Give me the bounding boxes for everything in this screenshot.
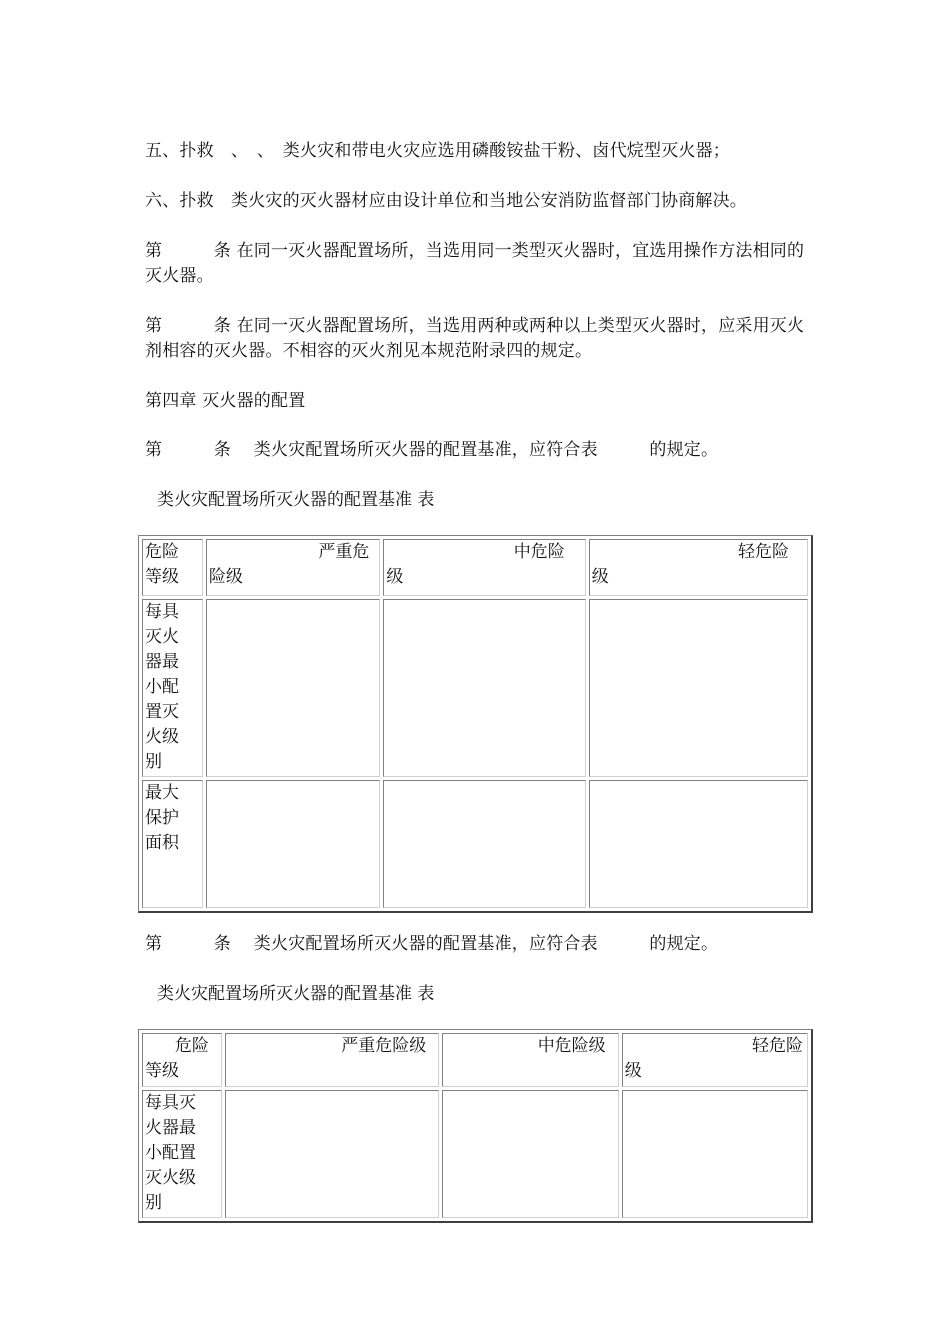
table-caption-1: 类火灾配置场所灭火器的配置基准 表: [157, 490, 435, 510]
header-label-light-bottom: 级: [624, 1061, 642, 1081]
row-label-max-area: [142, 780, 203, 908]
header-cell-severe: [206, 539, 380, 596]
config-basis-table-2: [138, 1029, 813, 1223]
paragraph-same-operation-method: 第 条 在同一灭火器配置场所，当选用同一类型灭火器时，宜选用操作方法相同的灭火器。: [145, 241, 805, 286]
header-cell-severe: [225, 1033, 439, 1087]
data-cell-empty: [383, 599, 585, 777]
paragraph-design-unit-consultation: 六、扑救 类火灾的灭火器材应由设计单位和当地公安消防监督部门协商解决。: [145, 191, 747, 211]
chapter-heading: 第四章 灭火器的配置: [145, 391, 306, 411]
header-label-severe-bottom: 险级: [208, 567, 243, 587]
row-label-max-area-text: 最大 保护 面积: [145, 783, 179, 853]
paragraph-config-basis-2: 第 条 类火灾配置场所灭火器的配置基准，应符合表 的规定。: [145, 934, 719, 954]
header-label-hazard-level: 危险 等级: [145, 542, 179, 587]
header-label-medium-bottom: 级: [386, 567, 404, 587]
data-cell-empty: [442, 1090, 618, 1218]
row-label-min-rating: [142, 1090, 222, 1218]
header-label-light-top: 轻危险: [752, 1036, 803, 1056]
data-cell-empty: [383, 780, 585, 908]
header-cell-light: [589, 539, 808, 596]
config-basis-table-1: [138, 535, 813, 913]
header-cell-hazard-level: [142, 539, 203, 596]
paragraph-config-basis-1: 第 条 类火灾配置场所灭火器的配置基准，应符合表 的规定。: [145, 440, 719, 460]
header-cell-medium: [383, 539, 585, 596]
table-row: [142, 1090, 808, 1218]
data-cell-empty: [206, 780, 380, 908]
table-row: [142, 780, 808, 908]
data-cell-empty: [206, 599, 380, 777]
header-label-medium-top: 中危险: [513, 542, 565, 562]
data-cell-empty: [622, 1090, 808, 1218]
header-cell-medium: [442, 1033, 618, 1087]
row-label-min-rating-text: 每具灭 火器最 小配置 灭火级 别: [145, 1093, 196, 1213]
paragraph-compatible-agents: 第 条 在同一灭火器配置场所，当选用两种或两种以上类型灭火器时，应采用灭火剂相容的灭火器。不相容的灭火剂见本规范附录四的规定。: [145, 316, 805, 361]
table-row: [142, 599, 808, 777]
data-cell-empty: [589, 780, 808, 908]
header-label-hazard-level-top: 危险: [174, 1036, 209, 1056]
table-header-row: [142, 1033, 808, 1087]
data-cell-empty: [589, 599, 808, 777]
header-cell-hazard-level: [142, 1033, 222, 1087]
table-caption-2: 类火灾配置场所灭火器的配置基准 表: [157, 984, 435, 1004]
table-header-row: [142, 539, 808, 596]
row-label-min-rating: [142, 599, 203, 777]
row-label-min-rating-text: 每具 灭火 器最 小配 置灭 火级 别: [145, 602, 179, 772]
header-cell-light: [622, 1033, 808, 1087]
header-label-medium: 中危险级: [537, 1036, 606, 1056]
data-cell-empty: [225, 1090, 439, 1218]
header-label-light-bottom: 级: [591, 567, 609, 587]
header-label-light-top: 轻危险: [738, 542, 789, 562]
header-label-severe-top: 严重危: [318, 542, 370, 562]
header-label-hazard-level-bottom: 等级: [145, 1061, 179, 1081]
header-label-severe: 严重危险级: [341, 1036, 427, 1056]
paragraph-fire-extinguisher-selection: 五、扑救 、 、 类火灾和带电火灾应选用磷酸铵盐干粉、卤代烷型灭火器；: [145, 141, 730, 161]
